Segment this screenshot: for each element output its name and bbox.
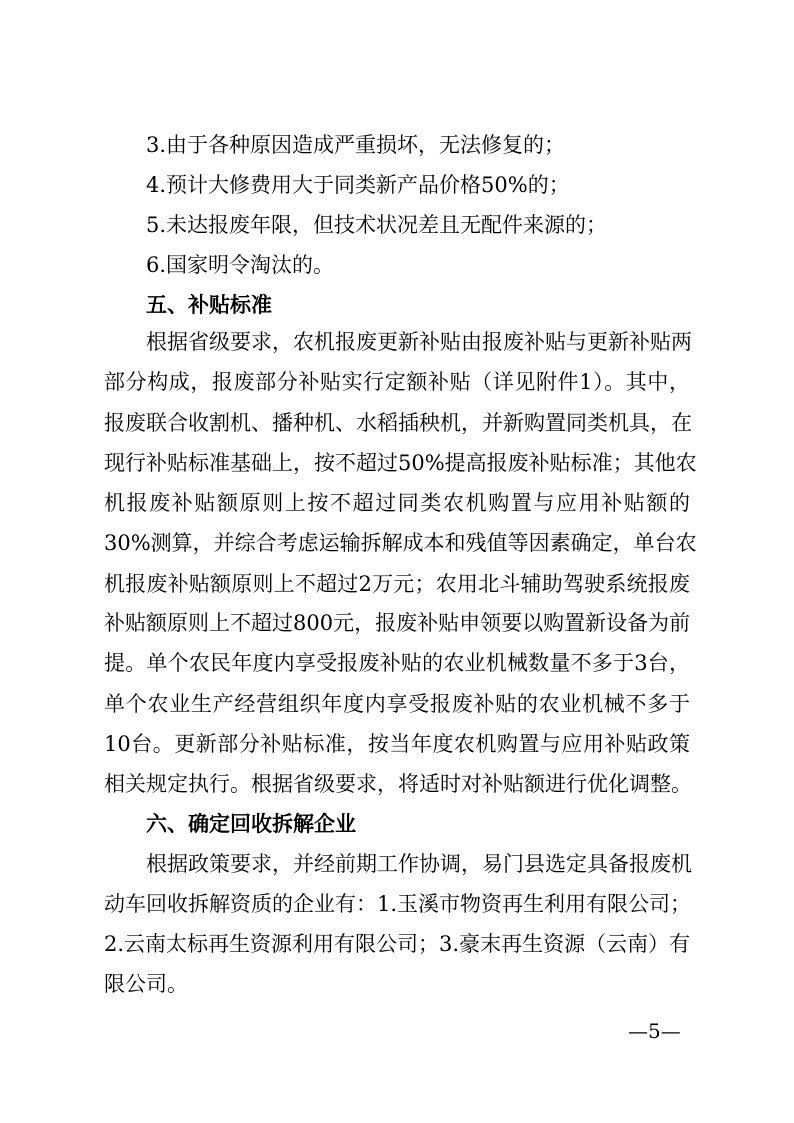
page-number: —5— <box>628 1019 681 1043</box>
paragraph-line: 动车回收拆解资质的企业有：1.玉溪市物资再生利用有限公司； <box>104 892 692 916</box>
paragraph-line: 单个农业生产经营组织年度内享受报废补贴的农业机械不多于 <box>104 692 690 716</box>
paragraph-line: 2.云南太标再生资源利用有限公司；3.豪末再生资源（云南）有 <box>104 932 691 956</box>
paragraph-line: 根据政策要求，并经前期工作协调，易门县选定具备报废机 <box>146 852 692 876</box>
section-heading-recycling-enterprises: 六、确定回收拆解企业 <box>146 812 356 836</box>
paragraph-line: 机报废补贴额原则上按不超过同类农机购置与应用补贴额的 <box>104 491 690 515</box>
list-item-5: 5.未达报废年限，但技术状况差且无配件来源的； <box>146 213 608 237</box>
paragraph-line: 报废联合收割机、播种机、水稻插秧机，并新购置同类机具，在 <box>104 411 692 435</box>
paragraph-line: 根据省级要求，农机报废更新补贴由报废补贴与更新补贴两 <box>146 330 692 354</box>
paragraph-line: 10台。更新部分补贴标准，按当年度农机购置与应用补贴政策 <box>104 732 690 756</box>
section-heading-subsidy-standard: 五、补贴标准 <box>146 293 272 317</box>
list-item-4: 4.预计大修费用大于同类新产品价格50%的； <box>146 173 570 197</box>
paragraph-line: 补贴额原则上不超过800元，报废补贴申领要以购置新设备为前 <box>104 611 691 635</box>
paragraph-line: 提。单个农民年度内享受报废补贴的农业机械数量不多于3台， <box>104 651 690 675</box>
list-item-6: 6.国家明令淘汰的。 <box>146 253 335 277</box>
paragraph-line: 部分构成，报废部分补贴实行定额补贴（详见附件1）。其中， <box>104 370 690 394</box>
paragraph-line: 现行补贴标准基础上，按不超过50%提高报废补贴标准；其他农 <box>104 451 697 475</box>
paragraph-line: 相关规定执行。根据省级要求，将适时对补贴额进行优化调整。 <box>104 772 692 796</box>
paragraph-line: 限公司。 <box>104 972 188 996</box>
paragraph-line: 30%测算，并综合考虑运输拆解成本和残值等因素确定，单台农 <box>104 531 697 555</box>
list-item-3: 3.由于各种原因造成严重损坏，无法修复的； <box>146 133 566 157</box>
paragraph-line: 机报废补贴额原则上不超过2万元；农用北斗辅助驾驶系统报废 <box>104 572 690 596</box>
